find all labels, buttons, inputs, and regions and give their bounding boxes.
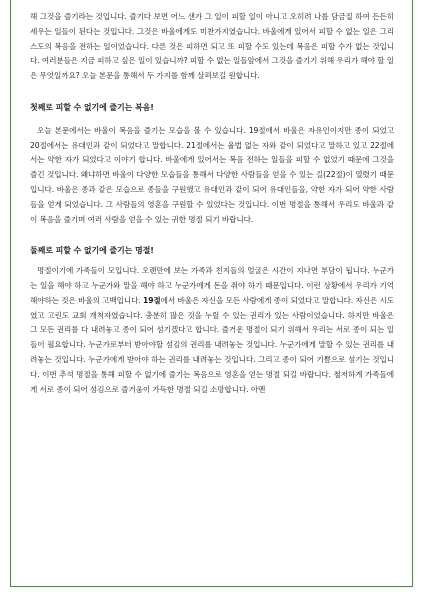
section-2-text-part-2: 에서 바울은 자신을 모든 사람에게 종이 되었다고 말합니다. 자신은 시도였고 고린도 교회 개척자였습니다. 충분히 많은 것을 누릴 수 있는 권리가 있는 사람이었습니다. 하지만 바울은 그 모든 권리를 다 내려놓고 종이 되어 섬기겠다고 합니다. 즐거운 명절이 되기 위해서 우리는 서로 종이 되는 일들이 필요합니다. 누군가로부터 받아야할 섬김의 권리를 내려놓는 것입니다. 누군가에게 말할 수 있는 권리를 내려놓는 것입니다. 누군가에게 받아야 하는 권리를 내려놓는 것입니다. 그리고 종이 되어 기쁨으로 섬기는 것입니다. 이번 추석 명절을 통해 피할 수 없기에 즐기는 복음으로 영혼을 얻는 명절 되길 바랍니다. 철저하게 가족들에게 서로 종이 되어 섬김으로 즐거움이 가득한 명절 되길 소망합니다. 아멘: [30, 295, 395, 394]
section-1-title: 첫째로 피할 수 없기에 즐기는 복음!: [30, 102, 154, 112]
section-2-paragraph: [30, 264, 394, 397]
intro-paragraph: 해 그것을 즐기라는 것입니다. 즐기다 보면 어느 샌가 그 일이 피할 일이 아니고 오히려 나를 담금질 하여 든든히 세우는 일들이 된다는 것입니다. 그것은 바울에게도 미찬가지였습니다. 바울에게 있어서 피할 수 없는 일은 그리스도의 복음을 전하는 일이었습니다. 다른 것은 피하면 되고 또 피할 수도 있는데 복음은 피할 수가 없는 것입니다. 여러분들은 지금 피하고 싶은 일이 있습니까? 피할 수 없는 일들앞에서 그것을 즐기기 위해 우리가 해야 할 일은 무엇일까요? 오늘 본문을 통해서 두 가지를 함께 살펴보길 원합니다.: [30, 12, 394, 81]
document-body: [30, 10, 394, 397]
section-2-title: 둘째로 피할 수 없기에 즐기는 명절!: [30, 246, 154, 256]
section-1-paragraph: 오늘 본문에서는 바울이 복음을 즐기는 모습을 볼 수 있습니다. 19절에서 바울은 자유인이지만 종이 되었고 20절에서는 유대인과 같이 되었다고 말합니다. 21절에서는 율법 없는 자와 같이 되었다고 말하고 있고 22절에서는 약한 자가 되었다고 이야기 합니다. 바울에게 있어서는 복음 전하는 일들을 피할 수 없었기 때문에 그것을 즐긴 것입니다. 왜냐하면 바울이 다양한 모습들을 통해서 다양한 사람들을 얻을 수 있는 길(22절)이 열렸기 때문입니다. 바울은 종과 같은 모습으로 종들을 구원했고 유대인과 같이 되어 유대인들을, 약한 자가 되어 약한 사람들을 얻게 되었습니다. 그 사람들의 영혼을 구원할 수 있었다는 것입니다. 이번 명절을 통해서 우리도 바울과 같이 복음을 즐기며 여러 사람을 얻을 수 있는 귀한 명절 되기 바랍니다.: [30, 125, 394, 224]
verse-reference: 19절: [143, 295, 161, 305]
section-2-text-part-1: 명절이기에 가족들이 모입니다. 오랜만에 보는 가족과 친지들의 얼굴은 시간이 지나면 부담이 됩니다. 누군가는 일을 해야 하고 누군가와 말을 해야 하고 누군가에게 돈을 줘야 하기 때문입니다. 이런 상황에서 우리가 기억해야하는 것은 바울의 고백입니다.: [30, 266, 394, 305]
